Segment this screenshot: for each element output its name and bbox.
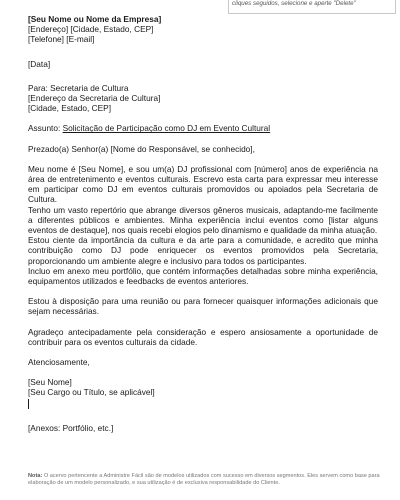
letter-body [28,14,378,433]
text-cursor [28,399,29,409]
signature-name: [Seu Nome] [28,377,72,388]
subject-line [28,123,378,133]
recipient-line-1: Para: Secretaria de Cultura [28,82,129,93]
sender-address: [Endereço] [Cidade, Estado, CEP] [28,24,154,35]
recipient-line-3: [Cidade, Estado, CEP] [28,103,112,114]
footer-note-text: O acervo pertencente a Administre Fácil são de modelos utilizados com sucesso em diversos segmentos. Eles servem como base para elaboração de um modelo personalizado, e sua utilização é de exclusiva responsabilidade do Cliente. [28,473,380,486]
sender-name: [Seu Nome ou Nome da Empresa] [28,14,162,24]
attachments-line: [Anexos: Portfólio, etc.] [28,422,114,433]
subject-text: Solicitação de Participação como DJ em Evento Cultural [62,123,271,134]
instruction-hint-box [228,0,396,14]
recipient-line-2: [Endereço da Secretaria de Cultura] [28,93,161,104]
footer-note [28,473,386,487]
greeting: Prezado(a) Senhor(a) [Nome do Responsável, se conhecido], [28,143,255,154]
paragraph-thanks: Agradeço antecipadamente pela consideração e espero ansiosamente a oportunidade de contribuir para os eventos culturais da cidade. [28,326,378,347]
paragraph-availability: Estou à disposição para uma reunião ou para fornecer quaisquer informações adicionais que sejam necessárias. [28,296,378,317]
paragraph-attachment: Incluo em anexo meu portfólio, que contém informações detalhadas sobre minha experiência, equipamentos utilizados e feedbacks de eventos anteriores. [28,265,378,287]
sender-contact: [Telefone] [E-mail] [28,34,95,45]
paragraph-intro: Meu nome é [Seu Nome], e sou um(a) DJ profissional com [número] anos de experiência na área de entretenimento e eventos culturais. Escrevo esta carta para expressar meu interesse em participar como DJ em eventos culturais promovidos ou apoiados pela Secretaria de Cultura. [28,163,378,205]
closing: Atenciosamente, [28,357,90,368]
instruction-hint-text: cliques seguidos, selecione e aperte "Delete" [232,0,356,7]
letter-date: [Data] [28,58,51,69]
signature-title: [Seu Cargo ou Título, se aplicável] [28,387,155,398]
footer-note-label: Nota: [28,473,43,479]
paragraph-culture: Estou ciente da importância da cultura e da arte para a comunidade, e acredito que minha contribuição como DJ pode enriquecer os eventos promovidos pela Secretaria, proporcionando um ambiente alegre e inclusivo para todos os participantes. [28,235,378,266]
subject-label: Assunto: [28,123,63,134]
paragraph-repertoire: Tenho um vasto repertório que abrange diversos gêneros musicais, adaptando-me facilmente a diferentes públicos e ambientes. Minha experiência inclui eventos como [listar alguns eventos de destaque], nos quais recebi elogios pelo dinamismo e qualidade da minha atuação. [28,204,378,236]
